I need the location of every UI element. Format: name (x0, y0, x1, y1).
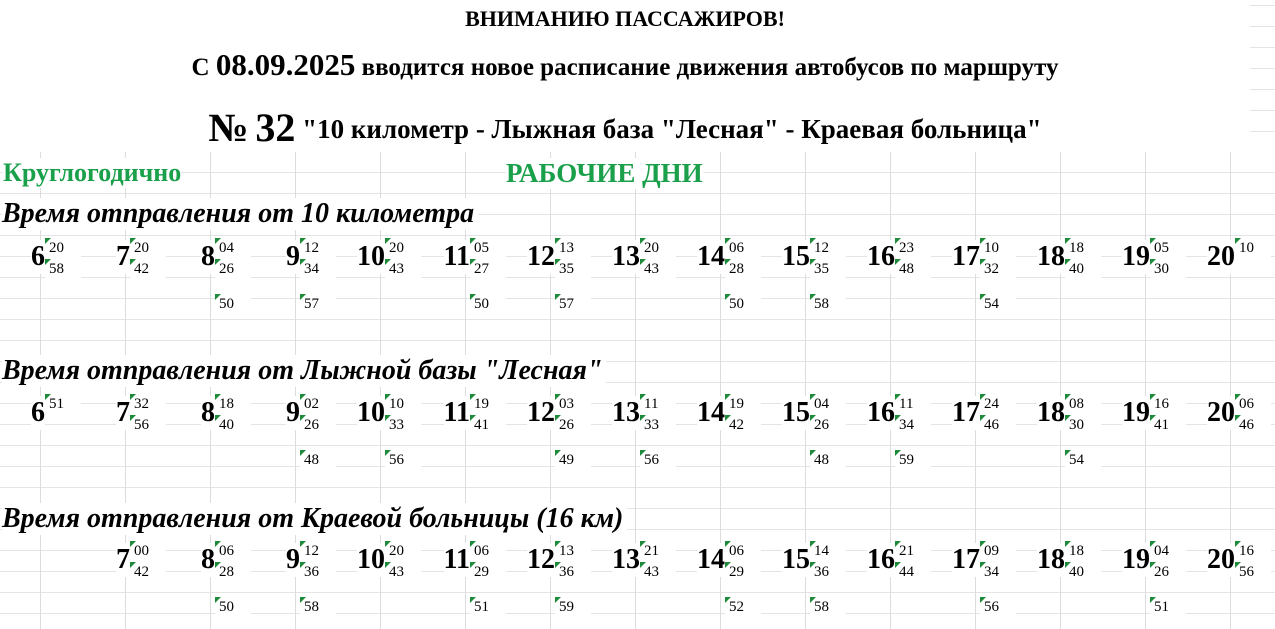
departure-minute: 41 (1150, 415, 1186, 435)
hour-label: 16 (867, 397, 895, 428)
departure-minute: 00 (130, 541, 166, 561)
departure-minute: 13 (555, 238, 591, 258)
departure-minute: 43 (640, 259, 676, 279)
departure-minute: 06 (1235, 394, 1271, 414)
hour-label: 9 (286, 544, 300, 575)
departure-minute: 26 (555, 415, 591, 435)
hour-label: 20 (1207, 397, 1235, 428)
departure-minute: 30 (1065, 415, 1101, 435)
departure-minute: 52 (725, 597, 761, 617)
hour-label: 9 (286, 241, 300, 272)
departure-minute: 20 (130, 238, 166, 258)
hour-label: 16 (867, 544, 895, 575)
departure-minute: 20 (45, 238, 81, 258)
hour-label: 13 (612, 241, 640, 272)
hour-block-from-10km (0, 238, 1275, 322)
departure-minute: 05 (470, 238, 506, 258)
departure-minute: 14 (810, 541, 846, 561)
departure-minute: 58 (810, 597, 846, 617)
departure-minute (1235, 294, 1271, 314)
departure-minute: 46 (980, 415, 1016, 435)
departure-minute: 24 (980, 394, 1016, 414)
route-name: "10 километр - Лыжная база "Лесная" - Краевая больница" (302, 114, 1042, 144)
departure-minute: 20 (385, 541, 421, 561)
hour-label: 14 (697, 397, 725, 428)
hour-label: 12 (527, 397, 555, 428)
departure-minute: 06 (470, 541, 506, 561)
departure-minute: 42 (130, 562, 166, 582)
departure-minute: 36 (810, 562, 846, 582)
departure-minute: 54 (1065, 450, 1101, 470)
departure-minute: 50 (215, 294, 251, 314)
hour-label: 19 (1122, 241, 1150, 272)
hour-label: 9 (286, 397, 300, 428)
departure-minute: 42 (130, 259, 166, 279)
notice-text: вводится новое расписание движения автобусов по маршруту (361, 54, 1059, 81)
departure-minute: 28 (215, 562, 251, 582)
departure-minute: 34 (895, 415, 931, 435)
all-year-label: Круглогодично (3, 158, 182, 187)
hour-label: 17 (952, 397, 980, 428)
departure-minute: 13 (555, 541, 591, 561)
route-number: 32 (255, 105, 296, 150)
hour-label: 20 (1207, 544, 1235, 575)
departure-minute: 23 (895, 238, 931, 258)
departure-minute: 20 (385, 238, 421, 258)
hour-label: 17 (952, 241, 980, 272)
departure-minute: 50 (215, 597, 251, 617)
departure-minute: 36 (300, 562, 336, 582)
departure-minute: 11 (895, 394, 931, 414)
departure-minute: 40 (215, 415, 251, 435)
departure-minute: 58 (810, 294, 846, 314)
departure-minute: 40 (1065, 259, 1101, 279)
departure-minute: 10 (980, 238, 1016, 258)
departure-minute: 48 (810, 450, 846, 470)
departure-minute: 10 (1235, 238, 1271, 258)
departure-minute: 51 (470, 597, 506, 617)
hour-label: 6 (31, 397, 45, 428)
departure-minute: 34 (980, 562, 1016, 582)
departure-minute: 29 (470, 562, 506, 582)
hour-label: 14 (697, 544, 725, 575)
route-number-sign: № (208, 105, 249, 150)
hour-label: 8 (201, 241, 215, 272)
departure-minute: 51 (45, 394, 81, 414)
departure-minute: 58 (45, 259, 81, 279)
hour-label: 10 (357, 397, 385, 428)
notice-heading (0, 6, 1250, 32)
hour-label: 15 (782, 397, 810, 428)
departure-minute: 59 (895, 450, 931, 470)
departure-minute: 18 (1065, 541, 1101, 561)
hour-block-from-hospital (0, 541, 1275, 625)
departure-minute: 04 (1150, 541, 1186, 561)
departure-minute: 59 (555, 597, 591, 617)
section-title-hospital: Время отправления от Краевой больницы (16 км) (2, 503, 627, 535)
departure-minute: 04 (810, 394, 846, 414)
route-heading (0, 104, 1250, 151)
departure-minute: 54 (980, 294, 1016, 314)
departure-minute: 42 (725, 415, 761, 435)
hour-label: 19 (1122, 544, 1150, 575)
departure-minute: 16 (1235, 541, 1271, 561)
departure-minute: 49 (555, 450, 591, 470)
departure-minute: 29 (725, 562, 761, 582)
hour-label: 10 (357, 544, 385, 575)
departure-minute: 03 (555, 394, 591, 414)
departure-minute: 48 (895, 259, 931, 279)
departure-minute: 08 (1065, 394, 1101, 414)
hour-block-from-ski-base (0, 394, 1275, 478)
departure-minute (1235, 597, 1271, 617)
hour-label: 11 (443, 544, 470, 575)
departure-minute: 16 (1150, 394, 1186, 414)
hour-label: 7 (116, 544, 130, 575)
departure-minute: 46 (1235, 415, 1271, 435)
departure-minute: 02 (300, 394, 336, 414)
hour-label: 12 (527, 241, 555, 272)
hour-label: 16 (867, 241, 895, 272)
hour-label: 8 (201, 397, 215, 428)
departure-minute: 58 (300, 597, 336, 617)
hour-label: 20 (1207, 241, 1235, 272)
departure-minute: 34 (300, 259, 336, 279)
hour-label: 6 (31, 241, 45, 272)
departure-minute: 43 (385, 562, 421, 582)
departure-minute: 56 (130, 415, 166, 435)
departure-minute: 21 (895, 541, 931, 561)
departure-minute: 35 (810, 259, 846, 279)
departure-minute: 32 (980, 259, 1016, 279)
departure-minute: 40 (1065, 562, 1101, 582)
hour-label: 11 (443, 397, 470, 428)
section-title-10km: Время отправления от 10 километра (2, 198, 478, 230)
departure-minute: 04 (215, 238, 251, 258)
departure-minute: 56 (640, 450, 676, 470)
hour-label: 17 (952, 544, 980, 575)
effective-date: 08.09.2025 (215, 47, 356, 82)
departure-minute: 48 (300, 450, 336, 470)
hour-label: 10 (357, 241, 385, 272)
departure-minute: 35 (555, 259, 591, 279)
departure-minute: 18 (1065, 238, 1101, 258)
departure-minute: 26 (1150, 562, 1186, 582)
hour-label: 14 (697, 241, 725, 272)
hour-label: 12 (527, 544, 555, 575)
hour-label: 7 (116, 397, 130, 428)
departure-minute (1235, 450, 1271, 470)
departure-minute: 57 (555, 294, 591, 314)
departure-minute: 32 (130, 394, 166, 414)
departure-minute: 41 (470, 415, 506, 435)
departure-minute: 50 (470, 294, 506, 314)
departure-minute: 30 (1150, 259, 1186, 279)
departure-minute: 56 (980, 597, 1016, 617)
departure-minute: 11 (640, 394, 676, 414)
hour-label: 11 (443, 241, 470, 272)
departure-minute: 26 (300, 415, 336, 435)
departure-minute: 09 (980, 541, 1016, 561)
departure-minute: 33 (640, 415, 676, 435)
departure-minute: 20 (640, 238, 676, 258)
departure-minute: 05 (1150, 238, 1186, 258)
hour-label: 18 (1037, 544, 1065, 575)
notice-prefix: С (191, 54, 210, 81)
departure-minute: 36 (555, 562, 591, 582)
departure-minute: 57 (300, 294, 336, 314)
departure-minute: 56 (385, 450, 421, 470)
departure-minute: 19 (470, 394, 506, 414)
departure-minute: 27 (470, 259, 506, 279)
hour-label: 8 (201, 544, 215, 575)
hour-label: 15 (782, 544, 810, 575)
departure-minute: 12 (300, 238, 336, 258)
departure-minute: 28 (725, 259, 761, 279)
departure-minute (1235, 259, 1271, 279)
hour-label: 18 (1037, 397, 1065, 428)
departure-minute: 06 (215, 541, 251, 561)
departure-minute: 18 (215, 394, 251, 414)
departure-minute: 10 (385, 394, 421, 414)
departure-minute: 33 (385, 415, 421, 435)
hour-label: 18 (1037, 241, 1065, 272)
notice-subheading (0, 47, 1250, 83)
hour-label: 15 (782, 241, 810, 272)
departure-minute: 44 (895, 562, 931, 582)
departure-minute: 26 (810, 415, 846, 435)
departure-minute: 43 (640, 562, 676, 582)
notice-heading-text: ВНИМАНИЮ ПАССАЖИРОВ! (465, 6, 785, 31)
departure-minute: 06 (725, 238, 761, 258)
departure-minute: 06 (725, 541, 761, 561)
work-days-label: РАБОЧИЕ ДНИ (506, 158, 703, 188)
departure-minute: 26 (215, 259, 251, 279)
hour-label: 19 (1122, 397, 1150, 428)
departure-minute: 56 (1235, 562, 1271, 582)
hour-label: 13 (612, 544, 640, 575)
departure-minute: 50 (725, 294, 761, 314)
departure-minute: 12 (810, 238, 846, 258)
departure-minute: 12 (300, 541, 336, 561)
section-title-ski-base: Время отправления от Лыжной базы "Лесная" (2, 355, 606, 387)
departure-minute: 19 (725, 394, 761, 414)
hour-label: 13 (612, 397, 640, 428)
departure-minute: 21 (640, 541, 676, 561)
departure-minute: 43 (385, 259, 421, 279)
departure-minute: 51 (1150, 597, 1186, 617)
hour-label: 7 (116, 241, 130, 272)
